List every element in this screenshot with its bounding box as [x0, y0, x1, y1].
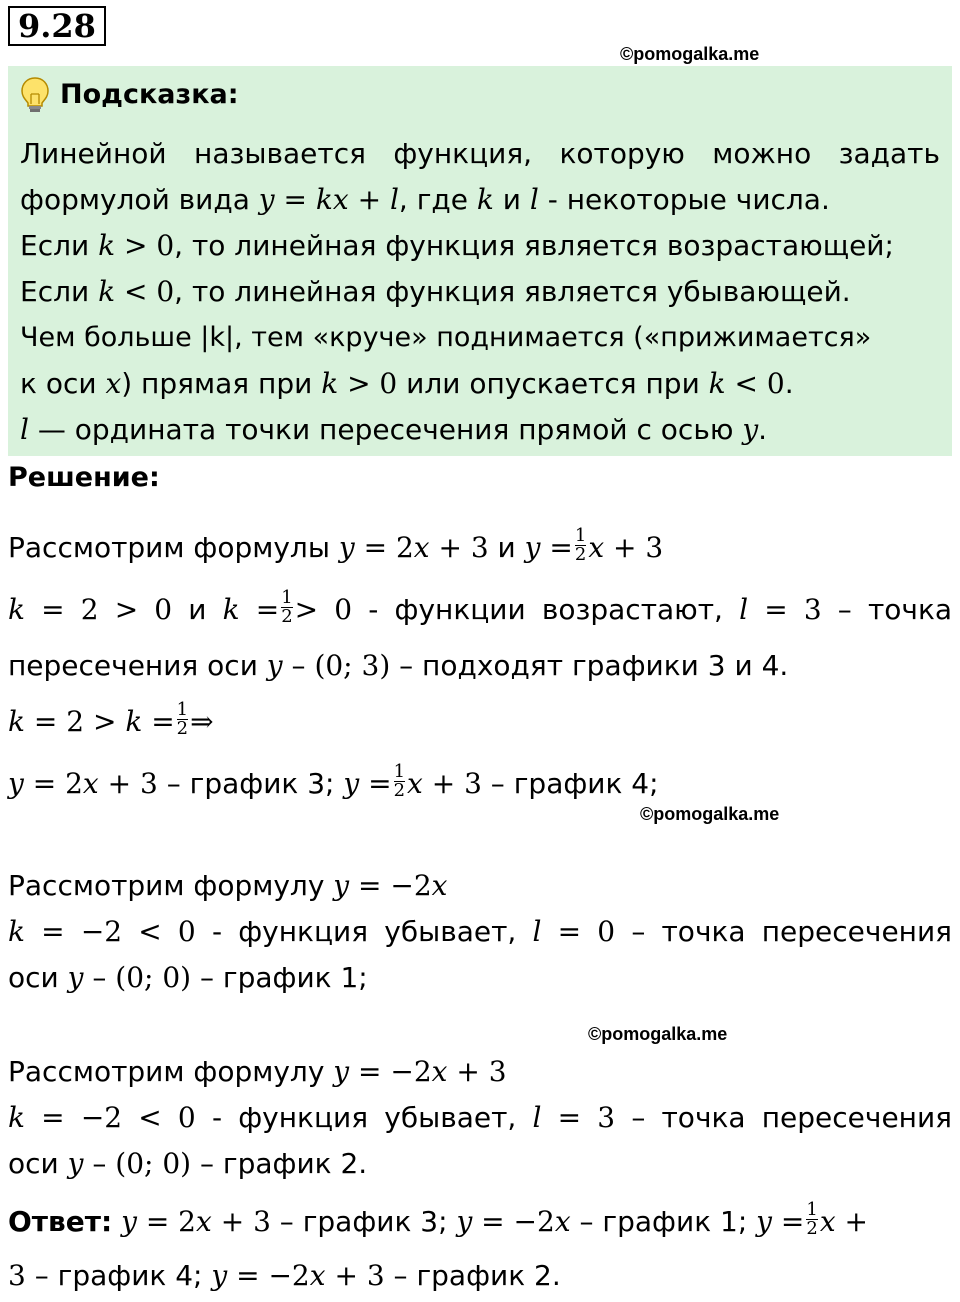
hint-line-1: Линейной называется функция, которую можно задать — [20, 137, 940, 170]
sol-p1-line-2: k = 2 > 0 и k = $\frac{1}{2}$ > 0 - функции возрастают, l = 3 – точка — [8, 586, 953, 627]
hint-box — [8, 66, 952, 456]
hint-line-2: формулой вида y = kx + l, где k и l - некоторые числа. — [20, 183, 830, 216]
hint-line-5: Чем больше |k|, тем «круче» поднимается («прижимается» — [20, 322, 872, 353]
hint-line-7: l — ордината точки пересечения прямой с осью y. — [20, 413, 768, 446]
answer-line-1: Ответ: y = 2x + 3 – график 3; y = −2x – график 1; y = $\frac{1}{2}$ x + — [8, 1198, 868, 1239]
watermark: ©pomogalka.me — [620, 44, 760, 64]
hint-line-4: Если k < 0, то линейная функция является убывающей. — [20, 275, 851, 308]
sol-p1-line-4: k = 2 > k = $\frac{1}{2}$ ⇒ — [8, 698, 214, 739]
hint-title: Подсказка: — [60, 79, 239, 110]
sol-p2-line-3: оси y – (0; 0) – график 1; — [8, 961, 368, 994]
sol-p2-line-2: k = −2 < 0 - функция убывает, l = 0 – точка пересечения — [8, 915, 953, 948]
sol-p3-line-1: Рассмотрим формулу y = −2x + 3 — [8, 1055, 507, 1088]
hint-line-6: к оси x) прямая при k > 0 или опускается при k < 0. — [20, 367, 794, 400]
lightbulb-icon — [20, 76, 50, 114]
sol-p1-line-5: y = 2x + 3 – график 3; y = $\frac{1}{2}$ x + 3 – график 4; — [8, 760, 659, 801]
hint-header — [20, 76, 239, 114]
sol-p3-line-2: k = −2 < 0 - функция убывает, l = 3 – точка пересечения — [8, 1101, 953, 1134]
answer-label: Ответ: — [8, 1205, 113, 1238]
sol-p1-line-3: пересечения оси y – (0; 3) – подходят графики 3 и 4. — [8, 649, 789, 682]
answer-line-2: 3 – график 4; y = −2x + 3 – график 2. — [8, 1259, 561, 1292]
sol-p1-line-1: Рассмотрим формулы y = 2x + 3 и y = $\frac{1}{2}$ x + 3 — [8, 524, 664, 565]
watermark-2: ©pomogalka.me — [640, 804, 780, 824]
hint-line-3: Если k > 0, то линейная функция является возрастающей; — [20, 229, 894, 262]
sol-p3-line-3: оси y – (0; 0) – график 2. — [8, 1147, 368, 1180]
problem-number: 9.28 — [8, 6, 106, 46]
sol-p2-line-1: Рассмотрим формулу y = −2x — [8, 869, 448, 902]
solution-title: Решение: — [8, 462, 160, 493]
watermark-3: ©pomogalka.me — [588, 1024, 728, 1044]
